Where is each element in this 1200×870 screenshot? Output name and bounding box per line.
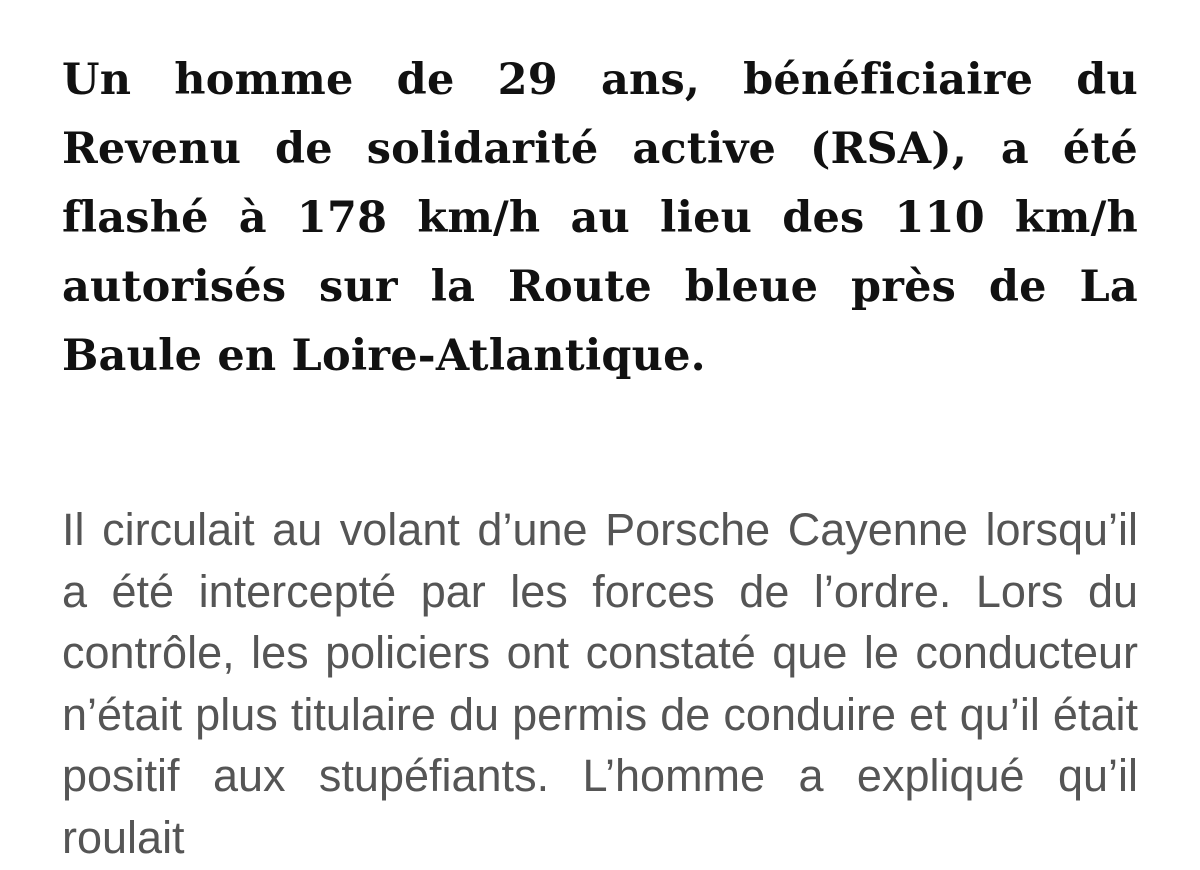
article-lead: Un homme de 29 ans, bénéficiaire du Revenu de solidarité active (RSA), a été flashé à 178 km/h au lieu des 110 km/h autorisés sur la Route bleue près de La Baule en Loire-Atlantique.: [62, 55, 1138, 381]
article-body-paragraph: Il circulait au volant d’une Porsche Cayenne lorsqu’il a été intercepté par les forces de l’ordre. Lors du contrôle, les policiers ont constaté que le conducteur n’était plus titulaire du permis de conduire et qu’il était positif aux stupéfiants. L’homme a expliqué qu’il roulait: [62, 504, 1138, 863]
article: [62, 46, 1138, 868]
